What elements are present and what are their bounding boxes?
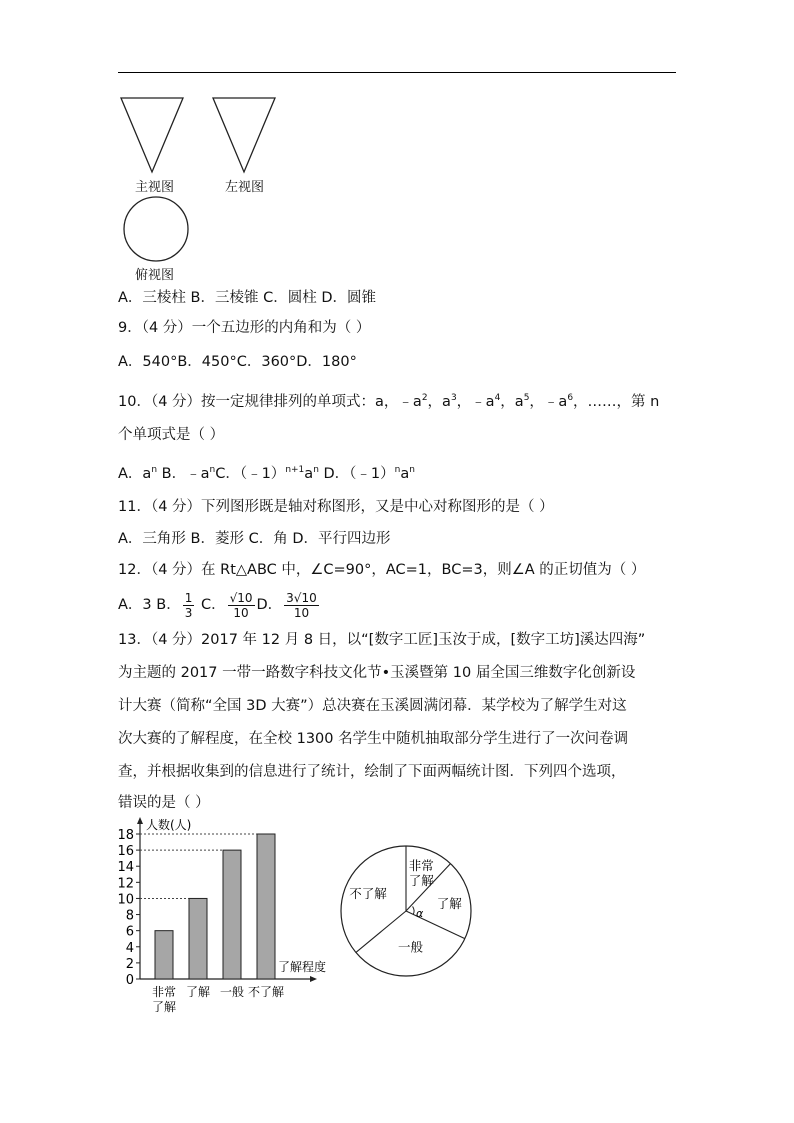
q12-stem: 12．（4 分）在 Rt△ABC 中，∠C=90°，AC=1，BC=3，则∠A 的正切值为（ ） xyxy=(118,562,646,578)
bar xyxy=(189,898,207,979)
y-tick-label: 4 xyxy=(125,940,134,956)
y-tick-label: 14 xyxy=(117,860,134,876)
q13-line-4: 次大赛的了解程度，在全校 1300 名学生中随机抽取部分学生进行了一次问卷调 xyxy=(118,731,629,747)
q10-stem: 10．（4 分）按一定规律排列的单项式：a，$﹣a^2$，$a^3$，$﹣a^4$，$a^5$，$﹣a^6$，……，第 n xyxy=(118,393,660,410)
front-view-triangle xyxy=(121,98,183,172)
q12-options: A．3 B． $\frac{1}{3}$ C． $\frac{√10}{10}$ D． $\frac{3√10}{10}$ xyxy=(118,590,317,620)
y-tick-label: 2 xyxy=(125,956,134,972)
x-tick-label: 了解 xyxy=(185,985,211,999)
angle-label: α xyxy=(416,907,424,920)
q11-stem: 11．（4 分）下列图形既是轴对称图形，又是中心对称图形的是（ ） xyxy=(118,499,554,515)
x-tick-label: 非常 xyxy=(151,985,177,999)
y-axis-arrow xyxy=(137,817,143,824)
bar-chart xyxy=(110,812,350,1022)
q10-stem-line2: 个单项式是（ ） xyxy=(118,427,225,443)
top-view-circle xyxy=(124,197,188,261)
x-tick-label: 了解 xyxy=(151,1000,177,1014)
y-tick-label: 16 xyxy=(117,844,134,860)
pie-label: 不了解 xyxy=(349,886,387,902)
q9-stem: 9．（4 分）一个五边形的内角和为（ ） xyxy=(118,320,371,336)
bar xyxy=(257,834,275,979)
top-view-label: 俯视图 xyxy=(135,268,175,283)
q11-options: A．三角形 B．菱形 C．角 D．平行四边形 xyxy=(118,531,391,547)
y-tick-label: 12 xyxy=(117,876,134,892)
q13-line-5: 查，并根据收集到的信息进行了统计，绘制了下面两幅统计图．下列四个选项， xyxy=(118,764,626,780)
y-tick-label: 18 xyxy=(117,828,134,843)
q13-line-6: 错误的是（ ） xyxy=(118,795,210,811)
y-tick-label: 0 xyxy=(125,973,134,988)
x-axis-arrow xyxy=(310,976,317,982)
pie-label: 一般 xyxy=(398,939,424,955)
y-tick-label: 8 xyxy=(125,908,134,924)
q13-line-1: 13．（4 分）2017 年 12 月 8 日，以“[数字工匠]玉汝于成，[数字工坊]溪达四海” xyxy=(118,632,646,648)
header-rule xyxy=(118,72,676,73)
q13-line-3: 计大赛（简称“全国 3D 大赛”）总决赛在玉溪圆满闭幕．某学校为了解学生对这 xyxy=(118,698,627,714)
left-view-label: 左视图 xyxy=(225,180,265,195)
y-tick-label: 10 xyxy=(117,892,134,908)
bar xyxy=(223,850,241,979)
fraction-3root10-over-10: $\frac{3√10}{10}$ xyxy=(286,590,317,620)
fraction-root10-over-10: $\frac{√10}{10}$ xyxy=(229,590,253,620)
q8-options: A．三棱柱 B．三棱锥 C．圆柱 D．圆锥 xyxy=(118,290,376,306)
bar xyxy=(155,931,173,979)
pie-label: 了解 xyxy=(436,895,462,911)
front-view-label: 主视图 xyxy=(135,180,175,195)
pie-label: 非常 xyxy=(408,857,434,873)
pie-label: 了解 xyxy=(408,872,434,888)
fraction-one-third: $\frac{1}{3}$ xyxy=(184,590,193,620)
y-tick-label: 6 xyxy=(125,924,134,940)
q13-line-2: 为主题的 2017 一带一路数字科技文化节•玉溪暨第 10 届全国三维数字化创新设 xyxy=(118,665,636,681)
x-tick-label: 一般 xyxy=(219,985,245,999)
y-axis-label: 人数(人) xyxy=(146,818,192,832)
q10-options: A．$a^n$ B．$﹣a^nC$．$(﹣1)^{n+1}a^n$ D．$(﹣1)^na^n$ xyxy=(118,465,415,482)
x-tick-label: 不了解 xyxy=(247,985,285,999)
left-view-triangle xyxy=(213,98,275,172)
pie-chart xyxy=(336,838,486,986)
q9-options: A．540°B．450°C．360°D．180° xyxy=(118,354,357,370)
x-axis-label: 了解程度 xyxy=(278,960,327,974)
